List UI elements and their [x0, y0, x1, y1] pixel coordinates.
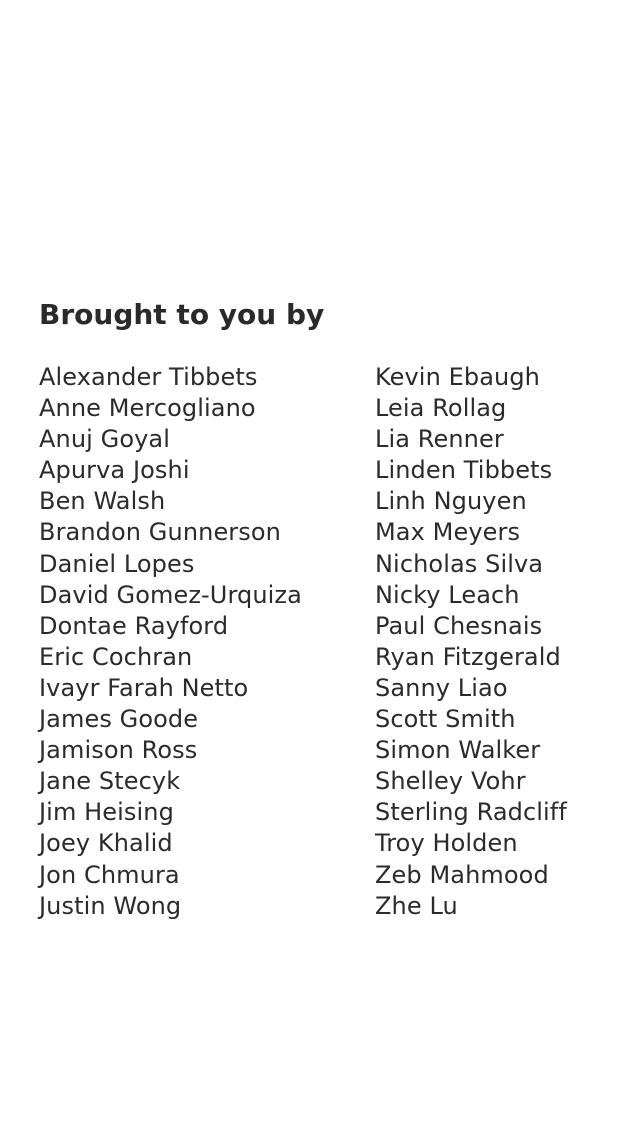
credit-name: Ryan Fitzgerald: [375, 642, 561, 671]
credit-name: Anuj Goyal: [39, 425, 170, 454]
credit-name: David Gomez-Urquiza: [39, 580, 302, 609]
credit-name: Sterling Radcliff: [375, 798, 567, 827]
credit-name: Troy Holden: [375, 829, 518, 858]
credits-columns: [39, 362, 609, 922]
credit-name: Linh Nguyen: [375, 487, 527, 516]
credit-name: Linden Tibbets: [375, 456, 553, 485]
credit-name: Dontae Rayford: [39, 611, 229, 640]
names-column-left: [39, 362, 302, 922]
names-column-right: [375, 362, 567, 922]
credit-name: Jon Chmura: [39, 860, 180, 889]
credit-name: Zeb Mahmood: [375, 860, 549, 889]
credit-name: Daniel Lopes: [39, 549, 195, 578]
credits-section: [39, 293, 609, 922]
credit-name: Apurva Joshi: [39, 456, 190, 485]
credit-name: Justin Wong: [39, 891, 182, 920]
credit-name: Paul Chesnais: [375, 611, 543, 640]
credit-name: Ben Walsh: [39, 487, 166, 516]
credit-name: Nicky Leach: [375, 580, 520, 609]
credit-name: Kevin Ebaugh: [375, 363, 540, 391]
credit-name: Max Meyers: [375, 518, 521, 547]
credit-name: Lia Renner: [375, 425, 504, 454]
credit-name: Scott Smith: [375, 705, 516, 734]
credit-name: James Goode: [39, 705, 199, 734]
credit-name: Jane Stecyk: [39, 767, 181, 796]
credit-name: Anne Mercogliano: [39, 394, 256, 423]
credit-name: Alexander Tibbets: [39, 363, 258, 391]
credit-name: Zhe Lu: [375, 891, 458, 920]
credit-name: Sanny Liao: [375, 673, 508, 702]
credit-name: Brandon Gunnerson: [39, 518, 281, 547]
credit-name: Shelley Vohr: [375, 767, 526, 796]
credit-name: Leia Rollag: [375, 394, 507, 423]
credit-name: Eric Cochran: [39, 642, 193, 671]
credit-name: Jamison Ross: [39, 736, 198, 765]
credit-name: Jim Heising: [39, 798, 174, 827]
credit-name: Simon Walker: [375, 736, 541, 765]
credit-name: Nicholas Silva: [375, 549, 544, 578]
credit-name: Ivayr Farah Netto: [39, 673, 249, 702]
credit-name: Joey Khalid: [39, 829, 173, 858]
credits-heading: Brought to you by: [39, 298, 325, 331]
